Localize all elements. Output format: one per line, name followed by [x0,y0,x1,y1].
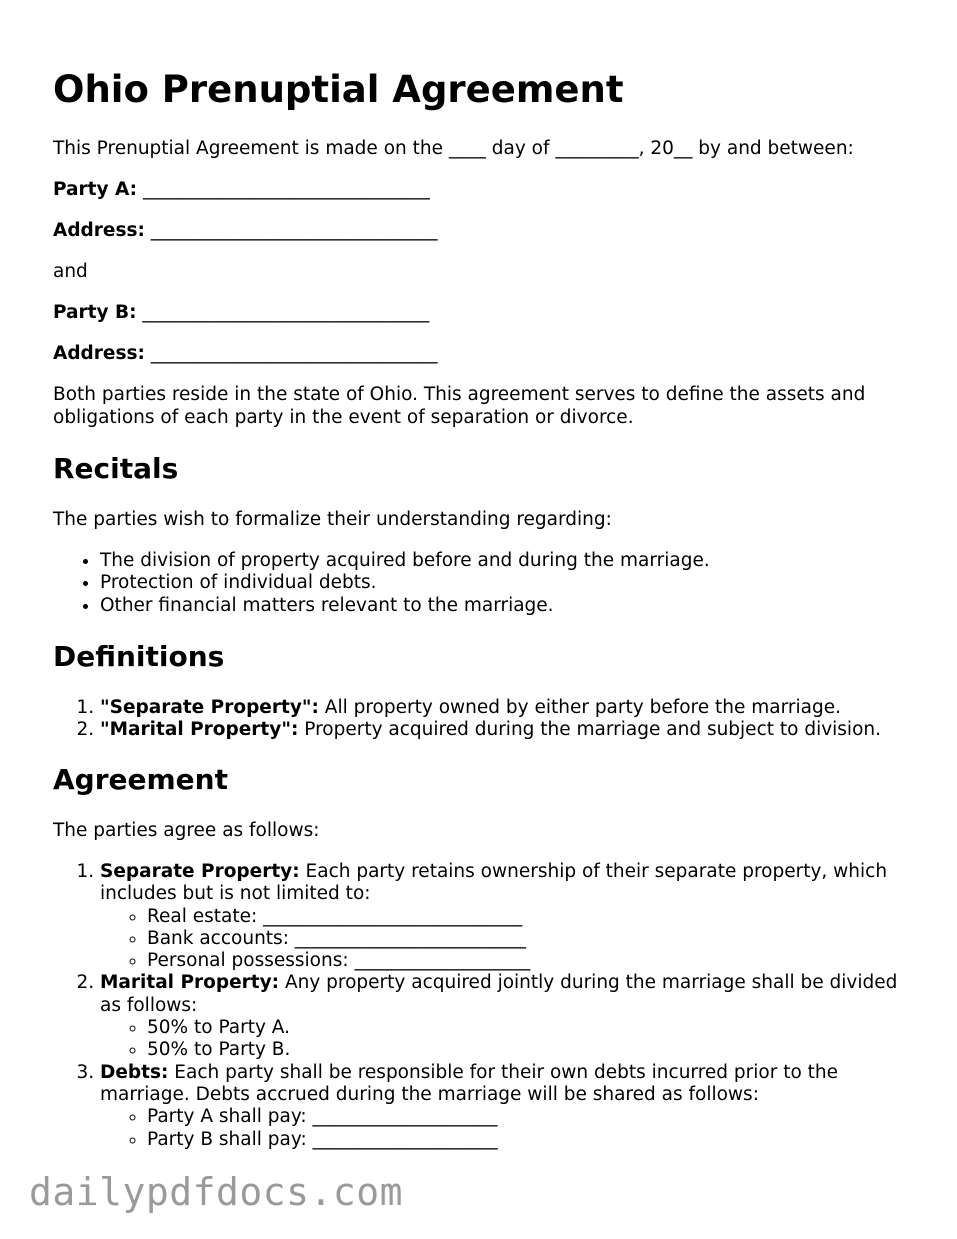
marital-property-sublist [100,1017,923,1062]
list-item: • The division of property acquired before and during the marriage. [100,550,923,572]
agreement-text: Any property acquired jointly during the marriage shall be divided as follows: [100,972,898,1016]
definition-term: "Separate Property": [100,697,319,718]
list-item: ◦ Party A shall pay: ____________________ [147,1106,923,1128]
party-a-line [53,179,430,202]
list-item: ◦ 50% to Party A. [147,1017,923,1039]
agreement-term: Debts: [100,1061,169,1083]
agreement-list [53,861,923,1151]
recitals-list [53,550,923,617]
definition-text: All property owned by either party before the marriage. [318,697,841,718]
list-item: • Protection of individual debts. [100,572,923,594]
party-b-blank: _______________________________ [142,302,430,323]
party-b-line [53,302,429,325]
list-item [100,697,923,719]
recitals-intro: The parties wish to formalize their understanding regarding: [53,509,612,530]
recitals-heading: Recitals [53,452,179,485]
and-text: and [53,261,88,282]
list-item [100,861,923,972]
list-item [100,972,923,1061]
list-item: • Other financial matters relevant to the marriage. [100,595,923,617]
document-title: Ohio Prenuptial Agreement [53,68,624,111]
address-b-line [53,343,438,366]
agreement-heading: Agreement [53,763,228,796]
agreement-text: Each party shall be responsible for their own debts incurred prior to the marriage. Debts accrued during the marriage will be shared as follows: [100,1061,839,1105]
intro-paragraph: This Prenuptial Agreement is made on the ____ day of _________, 20__ by and between: [53,138,854,159]
address-b-blank: _______________________________ [150,343,438,364]
address-a-line [53,220,438,243]
party-a-blank: _______________________________ [142,179,430,200]
definition-text: Property acquired during the marriage and subject to division. [298,719,882,741]
address-a-blank: _______________________________ [150,220,438,241]
list-item [100,1062,923,1151]
agreement-text: Each party retains ownership of their separate property, which includes but is not limited to: [100,861,888,905]
list-item: ◦ 50% to Party B. [147,1039,923,1061]
address-a-label: Address: [53,220,145,241]
party-b-label: Party B: [53,302,137,323]
debts-sublist [100,1106,923,1151]
watermark: dailypdfdocs.com [29,1170,404,1214]
agreement-intro: The parties agree as follows: [53,820,320,841]
list-item [100,719,923,741]
list-item: ◦ Party B shall pay: ____________________ [147,1129,923,1151]
definitions-list [53,697,923,742]
definitions-heading: Definitions [53,640,225,673]
address-b-label: Address: [53,343,145,364]
list-item: ◦ Real estate: ____________________________ [147,906,923,928]
definition-term: "Marital Property": [100,719,299,741]
agreement-term: Marital Property: [100,972,280,994]
separate-property-sublist [100,906,923,973]
list-item: ◦ Bank accounts: _________________________ [147,928,923,950]
residence-paragraph: Both parties reside in the state of Ohio. This agreement serves to define the assets and obligations of each party in the event of separation or divorce. [53,384,866,428]
list-item: ◦ Personal possessions: ___________________ [147,950,923,972]
party-a-label: Party A: [53,179,138,200]
agreement-term: Separate Property: [100,861,300,882]
